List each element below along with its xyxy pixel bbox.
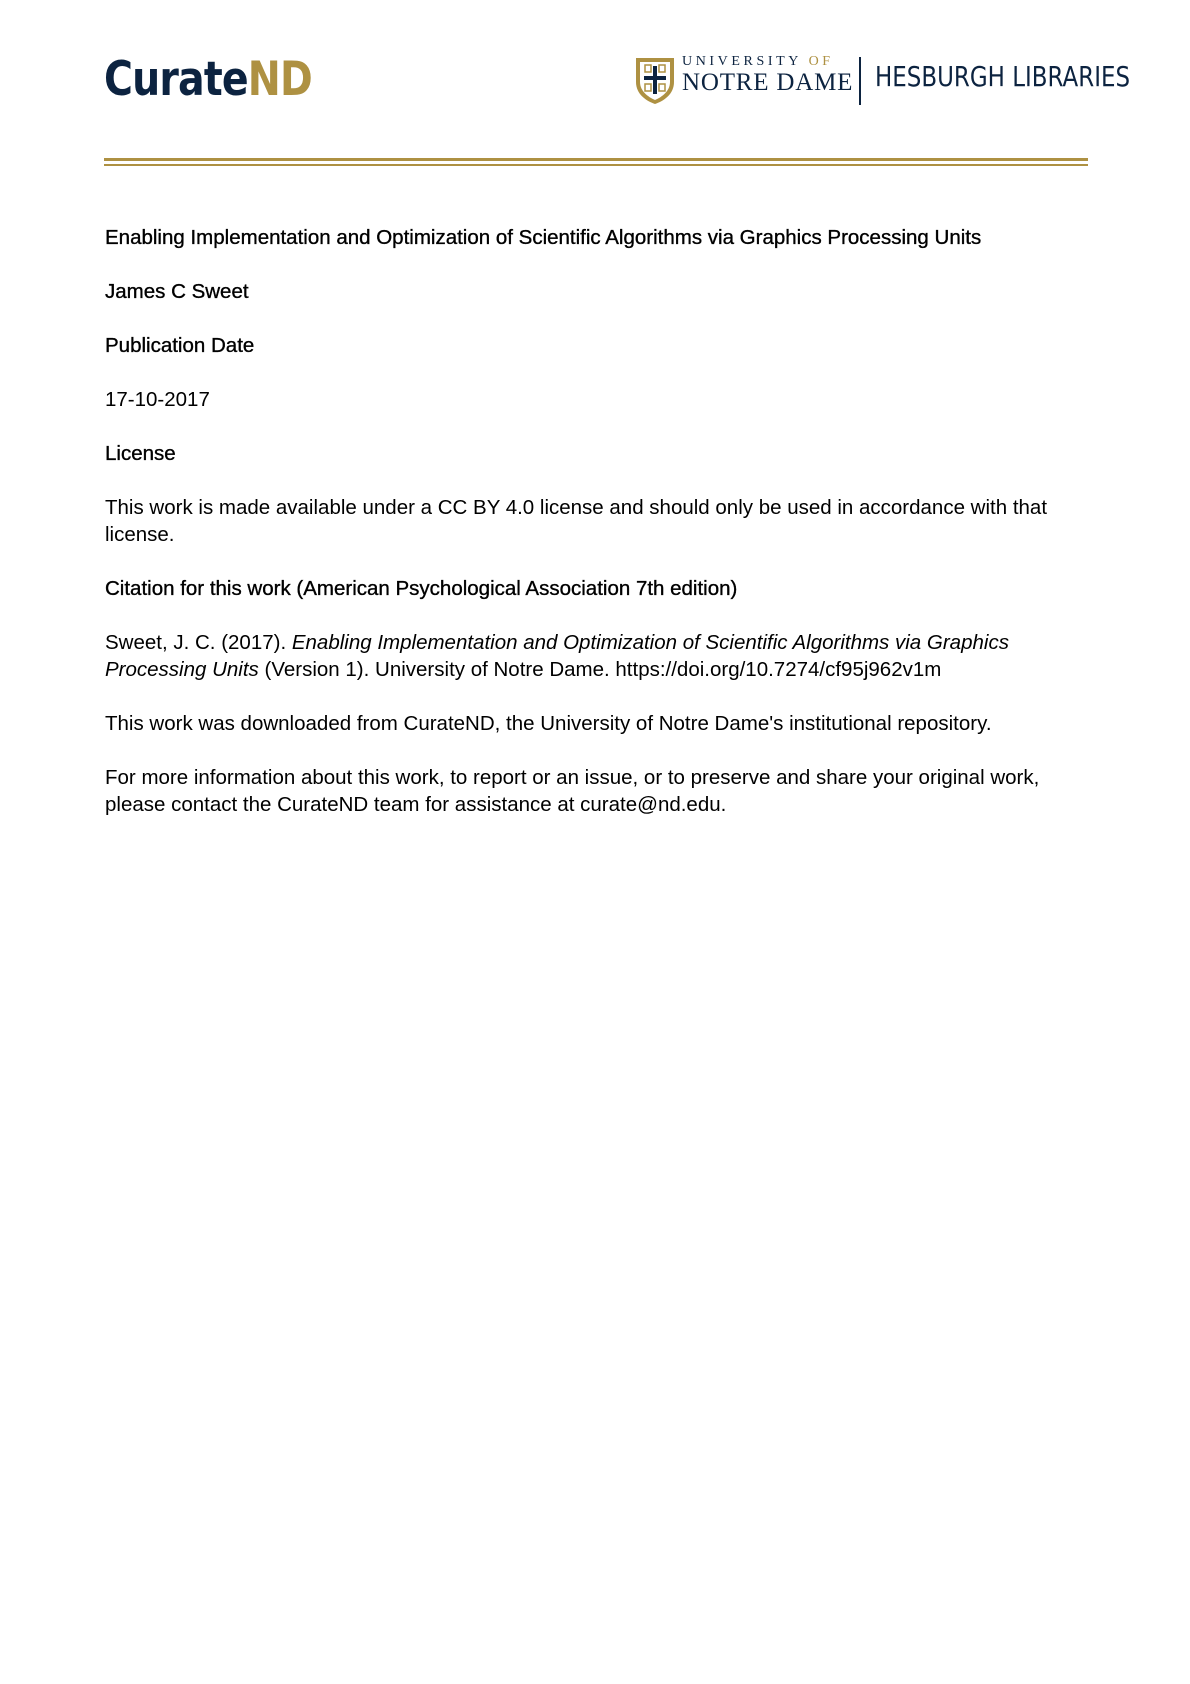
hesburgh-libraries-wordmark: HESBURGH LIBRARIES xyxy=(875,60,1131,93)
publication-date-value: 17-10-2017 xyxy=(105,388,210,411)
citation-title: Enabling Implementation and Optimization of Scientific Algorithms via Graphics Processing Units xyxy=(105,631,1009,681)
curatend-logo xyxy=(104,52,312,108)
work-author: James C Sweet xyxy=(105,280,249,303)
work-title: Enabling Implementation and Optimization of Scientific Algorithms via Graphics Processing Units xyxy=(105,226,982,249)
notre-dame-shield-icon xyxy=(634,56,676,106)
logo-text-curate: Curate xyxy=(104,52,248,107)
license-text: This work is made available under a CC BY 4.0 license and should only be used in accordance with that license. xyxy=(105,496,1048,546)
citation-suffix: (Version 1). University of Notre Dame. https://doi.org/10.7274/cf95j962v1m xyxy=(258,658,942,681)
contact-note: For more information about this work, to report or an issue, or to preserve and share your original work, please contact the CurateND team for assistance at curate@nd.edu. xyxy=(105,766,1040,816)
wordmark-university-line xyxy=(682,55,853,69)
page-header xyxy=(0,0,1190,170)
notre-dame-wordmark xyxy=(682,55,853,96)
license-label: License xyxy=(105,442,176,465)
download-note: This work was downloaded from CurateND, the University of Notre Dame's institutional repository. xyxy=(105,712,992,735)
publication-date-label: Publication Date xyxy=(105,334,255,357)
citation-text xyxy=(105,629,1090,683)
citation-prefix: Sweet, J. C. (2017). xyxy=(105,631,292,654)
wordmark-of: OF xyxy=(808,54,834,69)
header-rule-bottom xyxy=(104,164,1088,166)
wordmark-notre-dame: NOTRE DAME xyxy=(682,69,854,96)
wordmark-university: UNIVERSITY xyxy=(682,54,802,69)
logo-divider xyxy=(859,57,861,105)
logo-text-nd: ND xyxy=(247,52,312,107)
header-rule-top xyxy=(104,158,1088,161)
citation-label: Citation for this work (American Psychological Association 7th edition) xyxy=(105,577,738,600)
record-content xyxy=(105,224,1090,818)
